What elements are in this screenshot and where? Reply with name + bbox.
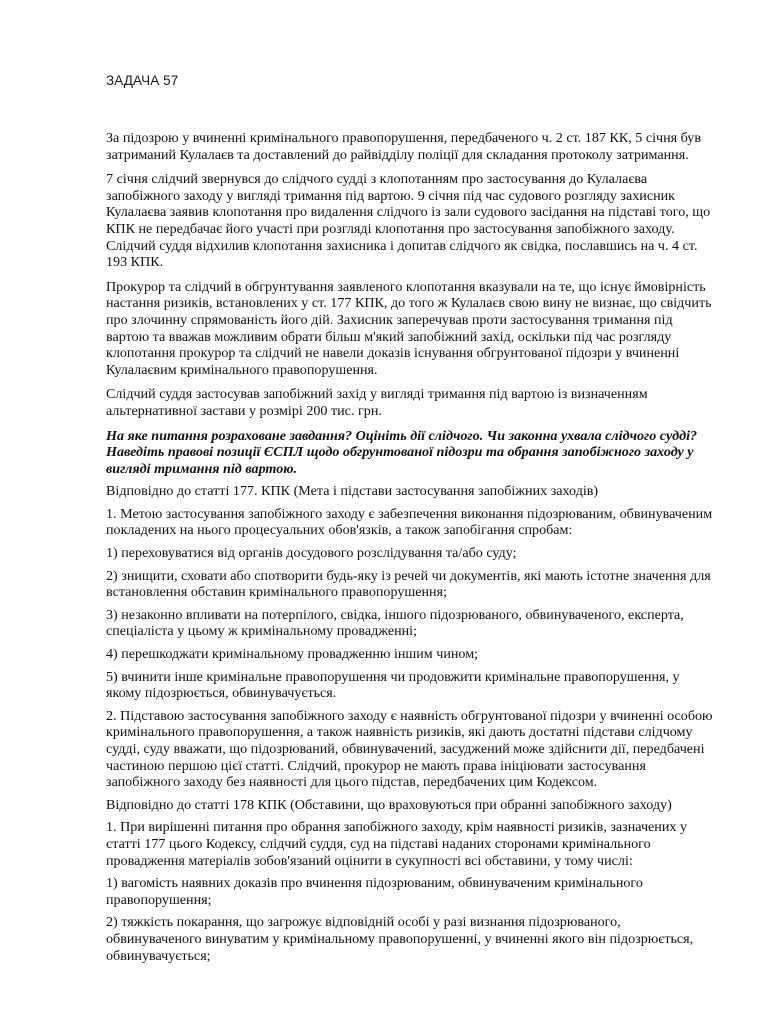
paragraph-ruling: Слідчий суддя застосував запобіжний захід у вигляді тримання під вартою із визначенням альтернативної застави у розмірі 200 тис. грн. [106, 386, 648, 419]
article-177-part-1: 1. Метою застосування запобіжного заходу є забезпечення виконання підозрюваним, обвинуваченим покладених на нього процесуальних обов'язків, а також запобігання спробам: [106, 505, 713, 539]
article-177-item-4: 4) перешкоджати кримінальному провадженню іншим чином; [106, 646, 479, 663]
paragraph-motion: 7 січня слідчий звернувся до слідчого судді з клопотанням про застосування до Кулалаєва запобіжного заходу у вигляді тримання під вартою. 9 січня під час судового розгляду захисник Кулалаєва заявив клопотання про видалення слідчого із зали судового засідання на підставі того, що КПК не передбачає його участі при розгляді клопотання про застосування запобіжного заходу. Слідчий суддя відхилив клопотання захисника і допитав слідчого як свідка, пославшись на ч. 4 ст. 193 КПК. [106, 171, 711, 271]
paragraph-arguments: Прокурор та слідчий в обгрунтування заявленого клопотання вказували на те, що існує ймовірність настання ризиків, встановлених у ст. 177 КПК, до того ж Кулалаєв свою вину не визнає, що свідчить про злочинну спрямованість його дій. Захисник заперечував проти застосування тримання під вартою та вважав можливим обрати більш м'який запобіжний захід, оскільки під час розгляду клопотання прокурор та слідчий не навели доказів існування обгрунтованої підозри у вчиненні Кулалаєвим кримінального правопорушення. [106, 278, 712, 378]
article-178-item-2: 2) тяжкість покарання, що загрожує відповідній особі у разі визнання підозрюваного, обвинуваченого винуватим у кримінальному правопорушенні, у вчиненні якого він підозрюється, обвинувачується; [106, 914, 694, 964]
article-177-item-5: 5) вчинити інше кримінальне правопорушення чи продовжити кримінальне правопорушення, у якому підозрюється, обвинувачується. [106, 668, 680, 702]
article-178-intro: Відповідно до статті 178 КПК (Обставини, що враховуються при обранні запобіжного заходу) [106, 796, 672, 813]
article-177-item-2: 2) знищити, сховати або спотворити будь-яку із речей чи документів, які мають істотне значення для встановлення обставин кримінального правопорушення; [106, 567, 711, 601]
article-177-item-3: 3) незаконно впливати на потерпілого, свідка, іншого підозрюваного, обвинуваченого, експерта, спеціаліста у цьому ж кримінальному провадженні; [106, 606, 684, 640]
document-body [106, 130, 716, 970]
article-178-part-1: 1. При вирішенні питання про обрання запобіжного заходу, крім наявності ризиків, зазначених у статті 177 цього Кодексу, слідчий суддя, суд на підставі наданих сторонами кримінального провадження матеріалів зобов'язаний оцінити в сукупності всі обставини, у тому числі: [106, 819, 687, 869]
article-178-item-1: 1) вагомість наявних доказів про вчинення підозрюваним, обвинуваченим кримінального правопорушення; [106, 875, 643, 908]
paragraph-detention: За підозрою у вчиненні кримінального правопорушення, передбаченого ч. 2 ст. 187 КК, 5 січня був затриманий Кулалаєв та доставлений до райвідділу поліції для складання протоколу затримання. [106, 130, 701, 163]
article-177-item-1: 1) переховуватися від органів досудового розслідування та/або суду; [106, 545, 517, 562]
task-question: На яке питання розраховане завдання? Оцініть дії слідчого. Чи законна ухвала слідчого судді? Наведіть правові позиції ЄСПЛ щодо обгрунтованої підозри та обрання запобіжного заходу у вигляді тримання під вартою. [106, 427, 698, 477]
task-heading: ЗАДАЧА 57 [106, 73, 179, 88]
article-177-intro: Відповідно до статті 177. КПК (Мета і підстави застосування запобіжних заходів) [106, 483, 599, 500]
article-177-part-2: 2. Підставою застосування запобіжного заходу є наявність обгрунтованої підозри у вчиненні особою кримінального правопорушення, а також наявність ризиків, які дають достатні підстави слідчому судді, суду вважати, що підозрюваний, обвинувачений, засуджений може здійснити дії, передбачені частиною першою цієї статті. Слідчий, прокурор не мають права ініціювати застосування запобіжного заходу без наявності для цього підстав, передбачених цим Кодексом. [106, 707, 713, 791]
